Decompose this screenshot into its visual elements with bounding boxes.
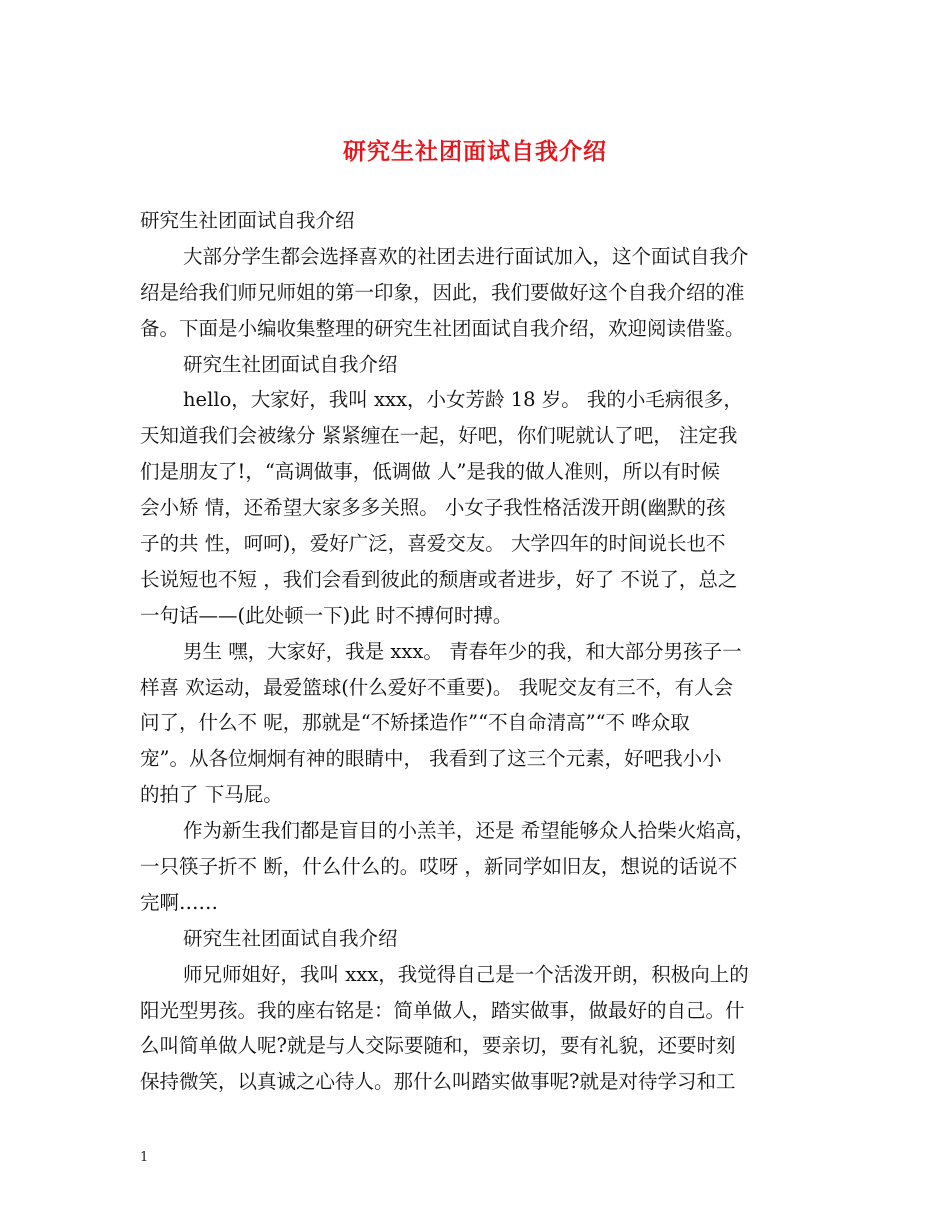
page-number: 1 — [140, 1150, 149, 1165]
text-line: 作为新生我们都是盲目的小羔羊，还是 希望能够众人拾柴火焰高， — [183, 819, 755, 843]
text-line: 天知道我们会被缘分 紧紧缠在一起，好吧，你们呢就认了吧， 注定我 — [140, 424, 738, 448]
text-line: 研究生社团面试自我介绍 — [140, 209, 355, 232]
text-line: 们是朋友了!，“高调做事，低调做 人”是我的做人准则，所以有时候 — [140, 460, 720, 484]
text-line: hello，大家好，我叫 xxx，小女芳龄 18 岁。 我的小毛病很多， — [183, 388, 743, 412]
text-line: 阳光型男孩。我的座右铭是：简单做人，踏实做事，做最好的自己。什 — [140, 998, 745, 1022]
text-line: 大部分学生都会选择喜欢的社团去进行面试加入，这个面试自我介 — [183, 244, 749, 268]
text-line: 保持微笑，以真诚之心待人。那什么叫踏实做事呢?就是对待学习和工 — [140, 1070, 736, 1094]
text-line: 绍是给我们师兄师姐的第一印象，因此，我们要做好这个自我介绍的准 — [140, 280, 745, 304]
document-body — [140, 203, 814, 1100]
text-line: 样喜 欢运动，最爱篮球(什么爱好不重要)。 我呢交友有三不，有人会 — [140, 675, 734, 699]
text-line: 会小矫 情，还希望大家多多关照。 小女子我性格活泼开朗(幽默的孩 — [140, 496, 726, 520]
text-line: 完啊…… — [140, 890, 219, 914]
text-line: 宠”。从各位炯炯有神的眼睛中， 我看到了这三个元素，好吧我小小 — [140, 747, 722, 771]
document-title: 研究生社团面试自我介绍 — [343, 138, 607, 165]
text-line: 师兄师姐好，我叫 xxx，我觉得自己是一个活泼开朗，积极向上的 — [183, 962, 749, 986]
text-line: 么叫简单做人呢?就是与人交际要随和，要亲切，要有礼貌，还要时刻 — [140, 1034, 736, 1058]
text-line: 长说短也不短 ，我们会看到彼此的颓唐或者进步，好了 不说了，总之 — [140, 567, 738, 591]
text-line: 一只筷子折不 断，什么什么的。哎呀 ，新同学如旧友，想说的话说不 — [140, 855, 738, 879]
text-line: 男生 嘿，大家好，我是 xxx。 青春年少的我，和大部分男孩子一 — [183, 639, 742, 663]
text-line: 子的共 性，呵呵)，爱好广泛，喜爱交友。 大学四年的时间说长也不 — [140, 532, 726, 556]
text-line: 研究生社团面试自我介绍 — [183, 926, 398, 950]
text-line: 问了，什么不 呢，那就是“不矫揉造作”“不自命清高”“不 哗众取 — [140, 711, 690, 735]
text-line: 的拍了 下马屁。 — [140, 783, 283, 807]
text-line: 备。下面是小编收集整理的研究生社团面试自我介绍，欢迎阅读借鉴。 — [140, 316, 745, 340]
text-line: 一句话——(此处顿一下)此 时不搏何时搏。 — [140, 603, 513, 627]
text-line: 研究生社团面试自我介绍 — [183, 352, 398, 376]
